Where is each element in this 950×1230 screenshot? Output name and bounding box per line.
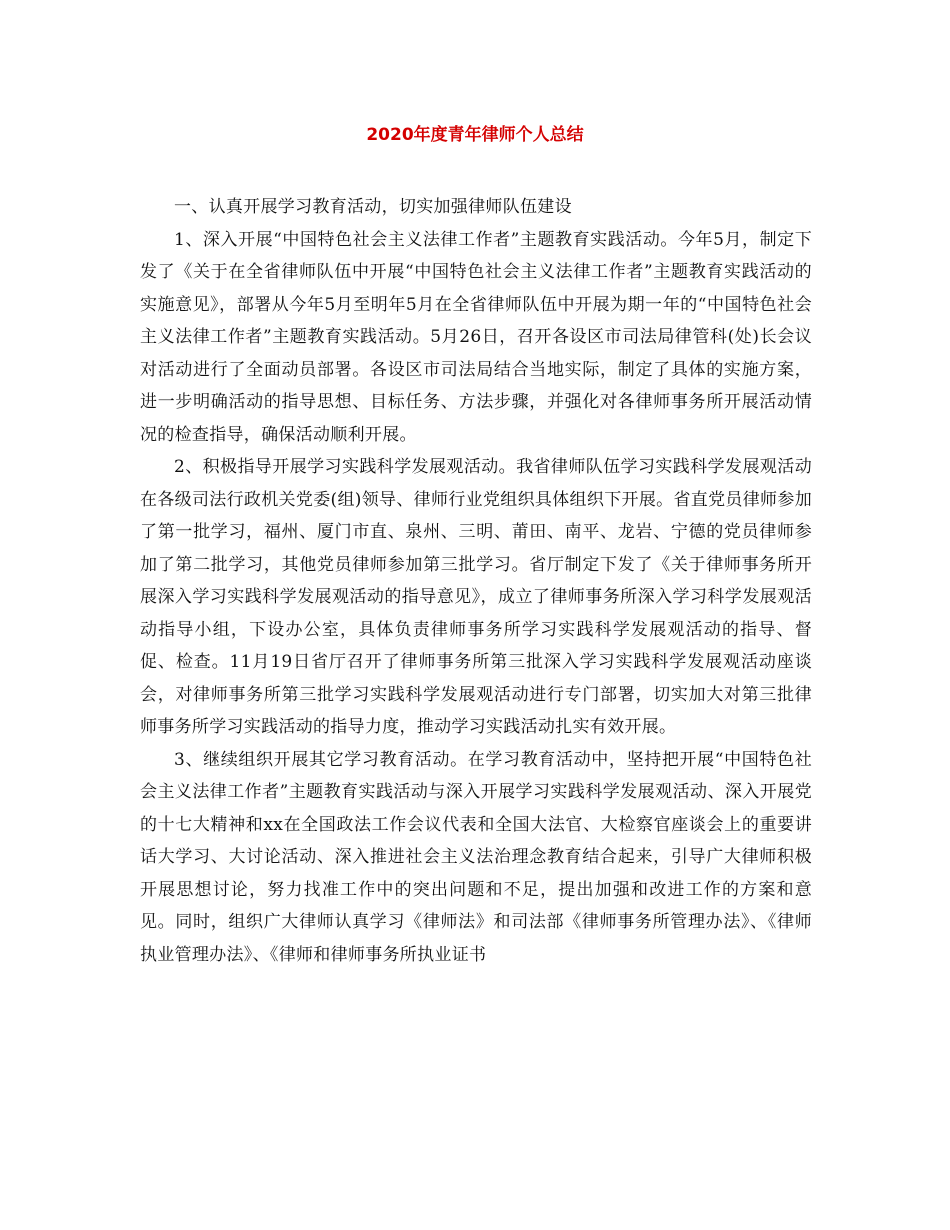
paragraph-3: 3、继续组织开展其它学习教育活动。在学习教育活动中，坚持把开展“中国特色社会主义法律工作者”主题教育实践活动与深入开展学习实践科学发展观活动、深入开展党的十七大精神和xx在全国政法工作会议代表和全国大法官、大检察官座谈会上的重要讲话大学习、大讨论活动、深入推进社会主义法治理念教育结合起来，引导广大律师积极开展思想讨论，努力找准工作中的突出问题和不足，提出加强和改进工作的方案和意见。同时，组织广大律师认真学习《律师法》和司法部《律师事务所管理办法》、《律师执业管理办法》、《律师和律师事务所执业证书 (140, 749, 812, 965)
paragraph-2: 2、积极指导开展学习实践科学发展观活动。我省律师队伍学习实践科学发展观活动在各级司法行政机关党委(组)领导、律师行业党组织具体组织下开展。省直党员律师参加了第一批学习，福州、厦门市直、泉州、三明、莆田、南平、龙岩、宁德的党员律师参加了第二批学习，其他党员律师参加第三批学习。省厅制定下发了《关于律师事务所开展深入学习实践科学发展观活动的指导意见》，成立了律师事务所深入学习科学发展观活动指导小组，下设办公室，具体负责律师事务所学习实践科学发展观活动的指导、督促、检查。11月19日省厅召开了律师事务所第三批深入学习实践科学发展观活动座谈会，对律师事务所第三批学习实践科学发展观活动进行专门部署，切实加大对第三批律师事务所学习实践活动的指导力度，推动学习实践活动扎实有效开展。 (140, 457, 812, 737)
document-title: 2020年度青年律师个人总结 (366, 125, 584, 145)
section-heading-1: 一、认真开展学习教育活动，切实加强律师队伍建设 (174, 197, 572, 217)
paragraph-1: 1、深入开展“中国特色社会主义法律工作者”主题教育实践活动。今年5月，制定下发了《关于在全省律师队伍中开展“中国特色社会主义法律工作者”主题教育实践活动的实施意见》，部署从今年5月至明年5月在全省律师队伍中开展为期一年的“中国特色社会主义法律工作者”主题教育实践活动。5月26日，召开各设区市司法局律管科(处)长会议对活动进行了全面动员部署。各设区市司法局结合当地实际，制定了具体的实施方案，进一步明确活动的指导思想、目标任务、方法步骤，并强化对各律师事务所开展活动情况的检查指导，确保活动顺利开展。 (140, 229, 812, 445)
document-body (140, 191, 812, 971)
